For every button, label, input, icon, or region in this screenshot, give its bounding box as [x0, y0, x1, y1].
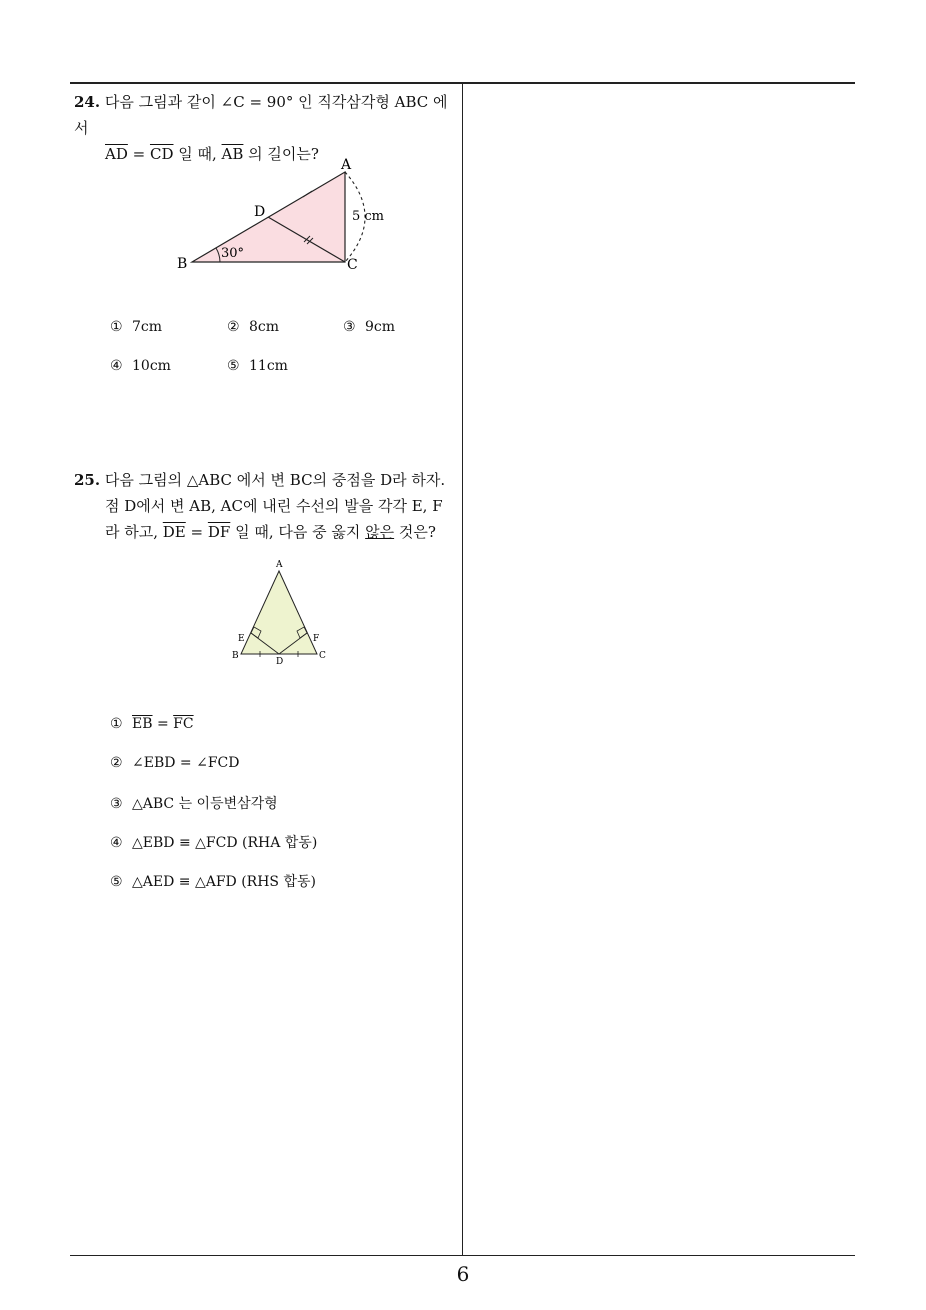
- option-marker: ④: [110, 835, 123, 851]
- option-marker: ③: [110, 796, 123, 812]
- label-length-5cm: 5 cm: [352, 209, 385, 224]
- option-text: 8cm: [249, 319, 280, 335]
- underlined-word: 않은: [365, 523, 395, 541]
- option-text: △EBD ≡ △FCD (RHA 합동): [132, 835, 318, 851]
- question-25-line1: [74, 467, 464, 493]
- option-text: △AED ≡ △AFD (RHS 합동): [132, 874, 316, 890]
- triangle-abc-25: [241, 571, 320, 654]
- option-marker: ⑤: [227, 358, 240, 374]
- label-b-25: B: [232, 651, 239, 661]
- q25-option-2[interactable]: [110, 755, 239, 771]
- q25-option-3[interactable]: [110, 793, 278, 813]
- option-text: 7cm: [132, 319, 163, 335]
- option-text: △ABC 는 이등변삼각형: [132, 796, 278, 812]
- segment-cd: $\overline{CD}$: [149, 145, 174, 163]
- equals-sign: =: [152, 716, 174, 732]
- question-24-line1-text: 다음 그림과 같이 ∠C = 90° 인 직각삼각형 ABC 에서: [74, 93, 448, 137]
- label-b-24: B: [177, 256, 188, 272]
- question-25-number: 25.: [74, 471, 101, 489]
- option-marker: ⑤: [110, 874, 123, 890]
- segment-de: $\overline{DE}$: [162, 523, 186, 541]
- figure-25-isosceles-triangle: [228, 555, 338, 670]
- option-text: 11cm: [249, 358, 288, 374]
- label-a-24: A: [341, 157, 352, 173]
- option-marker: ②: [227, 319, 240, 335]
- question-25-line3: [74, 519, 464, 545]
- q25-option-1[interactable]: [110, 716, 194, 732]
- question-25-line3-end: 것은?: [394, 523, 436, 541]
- q24-option-3[interactable]: [343, 319, 395, 335]
- option-marker: ④: [110, 358, 123, 374]
- question-24-number: 24.: [74, 93, 101, 111]
- segment-ab: $\overline{AB}$: [221, 145, 244, 163]
- label-d-24: D: [254, 204, 266, 220]
- q24-option-1[interactable]: [110, 319, 162, 335]
- equals-sign: =: [127, 145, 150, 163]
- question-25-line3-start: 라 하고,: [105, 523, 163, 541]
- question-24-line1: [74, 89, 459, 141]
- question-25-line1-text: 다음 그림의 △ABC 에서 변 BC의 중점을 D라 하자.: [104, 471, 446, 489]
- label-f-25: F: [313, 634, 320, 644]
- option-marker: ②: [110, 755, 123, 771]
- option-marker: ③: [343, 319, 356, 335]
- page-number: 6: [456, 1262, 470, 1286]
- q24-option-5[interactable]: [227, 358, 288, 374]
- equals-sign: =: [185, 523, 208, 541]
- q25-option-5[interactable]: [110, 871, 316, 891]
- label-e-25: E: [238, 634, 245, 644]
- column-divider: [462, 83, 463, 1256]
- q24-option-2[interactable]: [227, 319, 279, 335]
- question-25-line3-mid: 일 때, 다음 중 옳지: [230, 523, 366, 541]
- option-text: 9cm: [365, 319, 396, 335]
- segment-eb: $\overline{EB}$: [132, 716, 153, 732]
- option-marker: ①: [110, 716, 123, 732]
- label-a-25: A: [276, 560, 283, 570]
- option-marker: ①: [110, 319, 123, 335]
- label-d-25: D: [276, 657, 284, 667]
- segment-df: $\overline{DF}$: [207, 523, 231, 541]
- question-24-line2-end: 의 길이는?: [243, 145, 319, 163]
- label-angle-30: 30°: [221, 246, 245, 261]
- q25-option-4[interactable]: [110, 832, 317, 852]
- label-c-25: C: [319, 651, 326, 661]
- segment-fc: $\overline{FC}$: [173, 716, 194, 732]
- question-24-mid: 일 때,: [173, 145, 222, 163]
- q24-option-4[interactable]: [110, 358, 171, 374]
- option-text: ∠EBD = ∠FCD: [132, 755, 240, 771]
- option-text: 10cm: [132, 358, 171, 374]
- question-25-text: [74, 467, 464, 545]
- bottom-rule: [70, 1255, 855, 1256]
- question-25-line2: 점 D에서 변 AB, AC에 내린 수선의 발을 각각 E, F: [105, 497, 443, 515]
- figure-24-right-triangle: [170, 150, 400, 280]
- segment-ad: $\overline{AD}$: [105, 145, 128, 163]
- label-c-24: C: [347, 257, 358, 273]
